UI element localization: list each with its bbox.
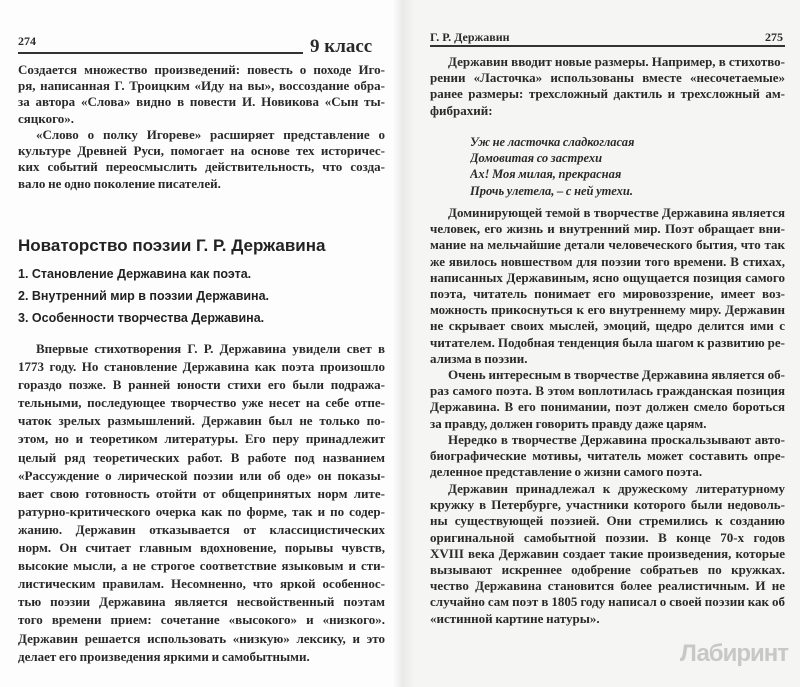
text-line: написанных Державиным, ясно ощущается позиция самого <box>430 269 785 285</box>
text-line: Державин вводит новые размеры. Например, в стихотво- <box>448 54 785 69</box>
text-line: за автора «Слова» видно в повести И. Новикова «Сын ты- <box>18 94 385 110</box>
text-line: вает свою готовность отойти от общепринятых норм лите- <box>18 485 385 501</box>
text-line: фибрахий: <box>430 102 493 118</box>
text-line: ря, написанная Г. Троицким «Иду на вы», воссоздание обра- <box>18 78 385 94</box>
text-line: «Слово о полку Игореве» расширяет представление о <box>36 127 385 142</box>
text-line: «Рассуждение о лирической поэзии или об оде» он показы- <box>18 467 385 483</box>
text-line: «истинной картине натуры». <box>430 610 600 626</box>
text-line: Державина. В его понимании, поэт должен смело бороться <box>430 399 785 415</box>
text-line: ны существующей поэзией. Они стремились к созданию <box>430 513 785 529</box>
header-rule <box>430 45 785 47</box>
text-line: ких событий переосмыслить действительность, что созда- <box>18 159 385 175</box>
text-line: культуре Древней Руси, помогает на основе тех историчес- <box>18 143 385 159</box>
text-line: Нередко в творчестве Державина проскальзывают авто- <box>448 432 785 447</box>
running-title: Г. Р. Державин <box>430 30 510 44</box>
text-line: Прочь улетела, – с ней утехи. <box>470 183 633 198</box>
section-title: 9 класс <box>310 36 373 57</box>
outline-item: 1. Становление Державина как поэта. <box>18 267 252 281</box>
text-line: Ах! Моя милая, прекрасная <box>470 167 622 182</box>
text-line: ратурно-критического очерка как по форме, так и по содер- <box>18 503 385 519</box>
text-line: целый ряд теоретических работ. В работе под названием <box>18 449 385 465</box>
text-line: читателем. Подобная тенденция была шагом к развитию ре- <box>430 334 785 350</box>
text-line: мание на мельчайшие детали человеческого бытия, что так <box>430 237 785 253</box>
text-line: этом, но и теоретиком литературы. Его перу принадлежит <box>18 431 385 447</box>
text-line: делает его произведения яркими и самобытными. <box>18 648 310 664</box>
text-line: тельными, последующее творчество уже несет на себе отпе- <box>18 395 385 411</box>
header-rule <box>18 52 303 54</box>
text-line: сяцкого». <box>18 110 74 126</box>
text-line: Уж не ласточка сладкогласая <box>470 135 635 149</box>
text-line: тью поэзии Державина является несвойственный поэтам <box>18 594 385 610</box>
text-line: Очень интересным в творчестве Державина является об- <box>448 367 785 382</box>
text-line: случайно сам поэт в 1805 году написал о своей поэзии как об <box>430 594 785 610</box>
text-line: кружку в Петербурге, участники которого были недоволь- <box>430 497 785 513</box>
paragraph <box>18 340 385 666</box>
poem-excerpt <box>470 134 770 199</box>
paragraph <box>430 432 785 481</box>
book-gutter <box>392 0 414 687</box>
text-line: вало не одно поколение писателей. <box>18 175 221 191</box>
text-line: ранее размеры: трехсложный дактиль и трехсложный ам- <box>430 86 785 102</box>
text-line: высокие мысли, а не строгое соответствие языковым и сти- <box>18 558 385 574</box>
text-line: раз самого поэта. В этом воплотилась гражданская позиция <box>430 383 785 399</box>
text-line: листическим правилам. Несомненно, что яркой особеннос- <box>18 576 385 592</box>
text-line: чество Державина становится более реалистичным. И не <box>430 578 785 594</box>
text-line: Впервые стихотворения Г. Р. Державина увидели свет в <box>36 341 385 356</box>
outline-item: 2. Внутренний мир в поэзии Державина. <box>18 289 270 303</box>
chapter-heading: Новаторство поэзии Г. Р. Державина <box>18 236 326 255</box>
text-line: биографические мотивы, читатель может составить опре- <box>430 448 785 464</box>
text-line: ализма в поэзии. <box>430 350 528 366</box>
text-line: Державин принадлежал к дружескому литературному <box>448 481 785 496</box>
text-line: же явилось новшеством для поэзии того времени. В стихах, <box>430 253 785 269</box>
text-line: человек, его жизнь и внутренний мир. Поэт обращает вни- <box>430 221 785 237</box>
text-line: оригинальной самобытной поэзии. В конце 70-х годов <box>430 529 785 545</box>
text-line: гораздо позже. В ранней юности стихи его были подража- <box>18 377 385 393</box>
paragraph <box>18 127 385 192</box>
labirint-watermark-logo: Лабиринт <box>680 640 789 667</box>
text-line: 1773 году. Но становление Державина как поэта произошло <box>18 359 385 375</box>
page-number: 274 <box>18 34 36 48</box>
page-number: 275 <box>765 30 783 44</box>
paragraph <box>18 62 385 127</box>
text-line: Державин решается использовать «низкую» лексику, и это <box>18 630 385 646</box>
text-line: Домовитая со застрехи <box>470 151 603 166</box>
text-line: деленное представление о жизни самого поэта. <box>430 464 703 480</box>
paragraph <box>430 205 785 367</box>
text-line: того времени прием: сочетание «высокого» и «низкого». <box>18 612 385 628</box>
text-line: не скрывает своих мыслей, эмоций, щедро делится ими с <box>430 318 785 334</box>
paragraph <box>430 481 785 627</box>
text-line: можность прикоснуться к его внутреннему миру. Державин <box>430 302 785 318</box>
paragraph <box>430 54 785 119</box>
text-line: Доминирующей темой в творчестве Державина является <box>448 205 785 220</box>
text-line: вызывают искреннее одобрение собратьев по кружках. <box>430 561 785 577</box>
paragraph <box>430 367 785 432</box>
text-line: поэта, читатель понимает его мировоззрение, имеет воз- <box>430 285 785 301</box>
outline-item: 3. Особенности творчества Державина. <box>18 311 265 325</box>
text-line: жанию. Державин отказывается от классицистических <box>18 521 385 537</box>
text-line: за правду, должен говорить правду даже царям. <box>430 415 707 431</box>
text-line: Создается множество произведений: повесть о походе Иго- <box>18 62 385 77</box>
text-line: XVIII века Державин создает такие произведения, которые <box>430 545 785 561</box>
text-line: чаток зрелых размышлений. Державин был не только по- <box>18 413 385 429</box>
text-line: рении «Ласточка» использованы вместе «несочетаемые» <box>430 70 785 86</box>
text-line: норм. Он считает главным вдохновение, порывы чувств, <box>18 540 385 556</box>
